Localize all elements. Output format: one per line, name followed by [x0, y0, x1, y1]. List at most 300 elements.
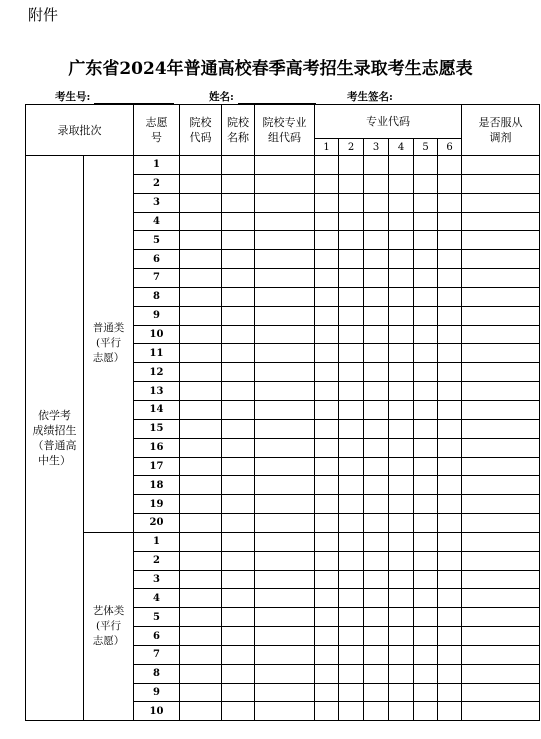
- adjust-cell[interactable]: [462, 551, 540, 570]
- major-code-cell[interactable]: [438, 532, 462, 551]
- group-code-cell[interactable]: [255, 193, 315, 212]
- major-code-cell[interactable]: [438, 419, 462, 438]
- major-code-cell[interactable]: [364, 495, 389, 514]
- school-code-cell[interactable]: [180, 231, 222, 250]
- major-code-cell[interactable]: [315, 212, 339, 231]
- major-code-cell[interactable]: [339, 438, 364, 457]
- major-code-cell[interactable]: [438, 495, 462, 514]
- major-code-cell[interactable]: [389, 269, 414, 288]
- school-code-cell[interactable]: [180, 608, 222, 627]
- major-code-cell[interactable]: [438, 438, 462, 457]
- school-name-cell[interactable]: [222, 400, 255, 419]
- adjust-cell[interactable]: [462, 608, 540, 627]
- adjust-cell[interactable]: [462, 570, 540, 589]
- major-code-cell[interactable]: [438, 193, 462, 212]
- adjust-cell[interactable]: [462, 400, 540, 419]
- major-code-cell[interactable]: [364, 400, 389, 419]
- school-code-cell[interactable]: [180, 514, 222, 533]
- school-name-cell[interactable]: [222, 156, 255, 175]
- group-code-cell[interactable]: [255, 438, 315, 457]
- major-code-cell[interactable]: [438, 645, 462, 664]
- school-code-cell[interactable]: [180, 551, 222, 570]
- group-code-cell[interactable]: [255, 627, 315, 646]
- major-code-cell[interactable]: [414, 212, 438, 231]
- major-code-cell[interactable]: [389, 457, 414, 476]
- school-name-cell[interactable]: [222, 589, 255, 608]
- major-code-cell[interactable]: [438, 664, 462, 683]
- major-code-cell[interactable]: [339, 193, 364, 212]
- major-code-cell[interactable]: [315, 514, 339, 533]
- major-code-cell[interactable]: [414, 457, 438, 476]
- major-code-cell[interactable]: [364, 174, 389, 193]
- school-code-cell[interactable]: [180, 306, 222, 325]
- adjust-cell[interactable]: [462, 344, 540, 363]
- major-code-cell[interactable]: [364, 250, 389, 269]
- major-code-cell[interactable]: [315, 156, 339, 175]
- group-code-cell[interactable]: [255, 250, 315, 269]
- major-code-cell[interactable]: [364, 664, 389, 683]
- major-code-cell[interactable]: [414, 363, 438, 382]
- major-code-cell[interactable]: [364, 589, 389, 608]
- adjust-cell[interactable]: [462, 363, 540, 382]
- school-code-cell[interactable]: [180, 250, 222, 269]
- group-code-cell[interactable]: [255, 570, 315, 589]
- school-name-cell[interactable]: [222, 438, 255, 457]
- school-name-cell[interactable]: [222, 306, 255, 325]
- major-code-cell[interactable]: [389, 514, 414, 533]
- major-code-cell[interactable]: [364, 193, 389, 212]
- major-code-cell[interactable]: [315, 269, 339, 288]
- major-code-cell[interactable]: [364, 212, 389, 231]
- adjust-cell[interactable]: [462, 250, 540, 269]
- major-code-cell[interactable]: [315, 306, 339, 325]
- major-code-cell[interactable]: [414, 156, 438, 175]
- major-code-cell[interactable]: [414, 438, 438, 457]
- school-name-cell[interactable]: [222, 683, 255, 702]
- major-code-cell[interactable]: [339, 400, 364, 419]
- major-code-cell[interactable]: [339, 495, 364, 514]
- group-code-cell[interactable]: [255, 514, 315, 533]
- major-code-cell[interactable]: [389, 382, 414, 401]
- major-code-cell[interactable]: [389, 608, 414, 627]
- major-code-cell[interactable]: [339, 363, 364, 382]
- major-code-cell[interactable]: [339, 645, 364, 664]
- school-code-cell[interactable]: [180, 664, 222, 683]
- major-code-cell[interactable]: [389, 476, 414, 495]
- school-name-cell[interactable]: [222, 702, 255, 721]
- school-name-cell[interactable]: [222, 231, 255, 250]
- school-name-cell[interactable]: [222, 287, 255, 306]
- adjust-cell[interactable]: [462, 495, 540, 514]
- group-code-cell[interactable]: [255, 532, 315, 551]
- major-code-cell[interactable]: [364, 702, 389, 721]
- school-code-cell[interactable]: [180, 287, 222, 306]
- adjust-cell[interactable]: [462, 438, 540, 457]
- school-name-cell[interactable]: [222, 645, 255, 664]
- major-code-cell[interactable]: [389, 551, 414, 570]
- school-name-cell[interactable]: [222, 627, 255, 646]
- adjust-cell[interactable]: [462, 269, 540, 288]
- major-code-cell[interactable]: [339, 608, 364, 627]
- major-code-cell[interactable]: [438, 287, 462, 306]
- adjust-cell[interactable]: [462, 382, 540, 401]
- group-code-cell[interactable]: [255, 476, 315, 495]
- major-code-cell[interactable]: [438, 608, 462, 627]
- major-code-cell[interactable]: [339, 231, 364, 250]
- school-code-cell[interactable]: [180, 174, 222, 193]
- school-code-cell[interactable]: [180, 419, 222, 438]
- group-code-cell[interactable]: [255, 174, 315, 193]
- major-code-cell[interactable]: [339, 457, 364, 476]
- school-name-cell[interactable]: [222, 363, 255, 382]
- major-code-cell[interactable]: [414, 306, 438, 325]
- major-code-cell[interactable]: [414, 419, 438, 438]
- major-code-cell[interactable]: [414, 645, 438, 664]
- school-name-cell[interactable]: [222, 174, 255, 193]
- major-code-cell[interactable]: [438, 400, 462, 419]
- major-code-cell[interactable]: [438, 174, 462, 193]
- school-code-cell[interactable]: [180, 532, 222, 551]
- school-name-cell[interactable]: [222, 514, 255, 533]
- major-code-cell[interactable]: [414, 589, 438, 608]
- school-code-cell[interactable]: [180, 438, 222, 457]
- major-code-cell[interactable]: [315, 400, 339, 419]
- adjust-cell[interactable]: [462, 683, 540, 702]
- school-code-cell[interactable]: [180, 457, 222, 476]
- group-code-cell[interactable]: [255, 231, 315, 250]
- school-code-cell[interactable]: [180, 344, 222, 363]
- adjust-cell[interactable]: [462, 664, 540, 683]
- group-code-cell[interactable]: [255, 683, 315, 702]
- major-code-cell[interactable]: [364, 570, 389, 589]
- major-code-cell[interactable]: [438, 212, 462, 231]
- major-code-cell[interactable]: [389, 156, 414, 175]
- name-input[interactable]: [238, 92, 316, 104]
- adjust-cell[interactable]: [462, 589, 540, 608]
- school-code-cell[interactable]: [180, 269, 222, 288]
- major-code-cell[interactable]: [315, 645, 339, 664]
- major-code-cell[interactable]: [438, 250, 462, 269]
- school-code-cell[interactable]: [180, 325, 222, 344]
- major-code-cell[interactable]: [389, 193, 414, 212]
- major-code-cell[interactable]: [389, 532, 414, 551]
- major-code-cell[interactable]: [315, 532, 339, 551]
- major-code-cell[interactable]: [438, 382, 462, 401]
- adjust-cell[interactable]: [462, 645, 540, 664]
- major-code-cell[interactable]: [315, 382, 339, 401]
- school-name-cell[interactable]: [222, 664, 255, 683]
- adjust-cell[interactable]: [462, 325, 540, 344]
- group-code-cell[interactable]: [255, 608, 315, 627]
- major-code-cell[interactable]: [364, 231, 389, 250]
- major-code-cell[interactable]: [315, 325, 339, 344]
- adjust-cell[interactable]: [462, 231, 540, 250]
- school-code-cell[interactable]: [180, 589, 222, 608]
- major-code-cell[interactable]: [438, 476, 462, 495]
- major-code-cell[interactable]: [339, 250, 364, 269]
- group-code-cell[interactable]: [255, 400, 315, 419]
- adjust-cell[interactable]: [462, 156, 540, 175]
- adjust-cell[interactable]: [462, 532, 540, 551]
- major-code-cell[interactable]: [438, 231, 462, 250]
- major-code-cell[interactable]: [389, 627, 414, 646]
- school-name-cell[interactable]: [222, 419, 255, 438]
- major-code-cell[interactable]: [438, 589, 462, 608]
- school-name-cell[interactable]: [222, 551, 255, 570]
- major-code-cell[interactable]: [315, 363, 339, 382]
- adjust-cell[interactable]: [462, 306, 540, 325]
- major-code-cell[interactable]: [414, 532, 438, 551]
- major-code-cell[interactable]: [364, 306, 389, 325]
- major-code-cell[interactable]: [315, 476, 339, 495]
- major-code-cell[interactable]: [438, 702, 462, 721]
- major-code-cell[interactable]: [438, 551, 462, 570]
- major-code-cell[interactable]: [315, 551, 339, 570]
- major-code-cell[interactable]: [414, 325, 438, 344]
- major-code-cell[interactable]: [339, 344, 364, 363]
- major-code-cell[interactable]: [364, 532, 389, 551]
- school-code-cell[interactable]: [180, 363, 222, 382]
- major-code-cell[interactable]: [364, 287, 389, 306]
- major-code-cell[interactable]: [339, 269, 364, 288]
- major-code-cell[interactable]: [414, 608, 438, 627]
- major-code-cell[interactable]: [315, 193, 339, 212]
- major-code-cell[interactable]: [414, 231, 438, 250]
- school-code-cell[interactable]: [180, 495, 222, 514]
- major-code-cell[interactable]: [339, 551, 364, 570]
- major-code-cell[interactable]: [414, 344, 438, 363]
- major-code-cell[interactable]: [364, 627, 389, 646]
- major-code-cell[interactable]: [364, 269, 389, 288]
- school-name-cell[interactable]: [222, 212, 255, 231]
- major-code-cell[interactable]: [414, 627, 438, 646]
- major-code-cell[interactable]: [315, 589, 339, 608]
- major-code-cell[interactable]: [389, 495, 414, 514]
- major-code-cell[interactable]: [315, 174, 339, 193]
- major-code-cell[interactable]: [315, 419, 339, 438]
- major-code-cell[interactable]: [414, 400, 438, 419]
- major-code-cell[interactable]: [339, 306, 364, 325]
- group-code-cell[interactable]: [255, 269, 315, 288]
- school-name-cell[interactable]: [222, 495, 255, 514]
- major-code-cell[interactable]: [339, 382, 364, 401]
- school-name-cell[interactable]: [222, 382, 255, 401]
- major-code-cell[interactable]: [364, 363, 389, 382]
- adjust-cell[interactable]: [462, 702, 540, 721]
- school-name-cell[interactable]: [222, 476, 255, 495]
- major-code-cell[interactable]: [315, 250, 339, 269]
- group-code-cell[interactable]: [255, 495, 315, 514]
- major-code-cell[interactable]: [315, 664, 339, 683]
- major-code-cell[interactable]: [389, 325, 414, 344]
- major-code-cell[interactable]: [315, 457, 339, 476]
- group-code-cell[interactable]: [255, 664, 315, 683]
- major-code-cell[interactable]: [438, 514, 462, 533]
- major-code-cell[interactable]: [389, 645, 414, 664]
- major-code-cell[interactable]: [364, 156, 389, 175]
- major-code-cell[interactable]: [364, 476, 389, 495]
- major-code-cell[interactable]: [389, 438, 414, 457]
- major-code-cell[interactable]: [414, 495, 438, 514]
- major-code-cell[interactable]: [414, 702, 438, 721]
- adjust-cell[interactable]: [462, 193, 540, 212]
- major-code-cell[interactable]: [414, 476, 438, 495]
- major-code-cell[interactable]: [389, 363, 414, 382]
- major-code-cell[interactable]: [315, 438, 339, 457]
- major-code-cell[interactable]: [339, 570, 364, 589]
- major-code-cell[interactable]: [389, 400, 414, 419]
- major-code-cell[interactable]: [438, 683, 462, 702]
- group-code-cell[interactable]: [255, 457, 315, 476]
- adjust-cell[interactable]: [462, 627, 540, 646]
- major-code-cell[interactable]: [364, 419, 389, 438]
- school-code-cell[interactable]: [180, 645, 222, 664]
- major-code-cell[interactable]: [315, 344, 339, 363]
- major-code-cell[interactable]: [438, 306, 462, 325]
- major-code-cell[interactable]: [315, 495, 339, 514]
- group-code-cell[interactable]: [255, 702, 315, 721]
- major-code-cell[interactable]: [339, 532, 364, 551]
- major-code-cell[interactable]: [364, 457, 389, 476]
- major-code-cell[interactable]: [389, 250, 414, 269]
- school-code-cell[interactable]: [180, 382, 222, 401]
- major-code-cell[interactable]: [414, 287, 438, 306]
- major-code-cell[interactable]: [389, 174, 414, 193]
- major-code-cell[interactable]: [438, 363, 462, 382]
- major-code-cell[interactable]: [315, 683, 339, 702]
- school-code-cell[interactable]: [180, 683, 222, 702]
- major-code-cell[interactable]: [315, 231, 339, 250]
- major-code-cell[interactable]: [339, 476, 364, 495]
- major-code-cell[interactable]: [438, 325, 462, 344]
- group-code-cell[interactable]: [255, 344, 315, 363]
- adjust-cell[interactable]: [462, 476, 540, 495]
- major-code-cell[interactable]: [438, 627, 462, 646]
- major-code-cell[interactable]: [414, 174, 438, 193]
- school-name-cell[interactable]: [222, 532, 255, 551]
- major-code-cell[interactable]: [438, 457, 462, 476]
- school-name-cell[interactable]: [222, 608, 255, 627]
- school-code-cell[interactable]: [180, 156, 222, 175]
- major-code-cell[interactable]: [389, 570, 414, 589]
- major-code-cell[interactable]: [339, 212, 364, 231]
- major-code-cell[interactable]: [389, 344, 414, 363]
- major-code-cell[interactable]: [389, 212, 414, 231]
- group-code-cell[interactable]: [255, 645, 315, 664]
- major-code-cell[interactable]: [315, 287, 339, 306]
- adjust-cell[interactable]: [462, 212, 540, 231]
- major-code-cell[interactable]: [364, 683, 389, 702]
- major-code-cell[interactable]: [414, 193, 438, 212]
- group-code-cell[interactable]: [255, 306, 315, 325]
- school-code-cell[interactable]: [180, 193, 222, 212]
- major-code-cell[interactable]: [389, 702, 414, 721]
- major-code-cell[interactable]: [339, 664, 364, 683]
- major-code-cell[interactable]: [414, 570, 438, 589]
- major-code-cell[interactable]: [414, 250, 438, 269]
- adjust-cell[interactable]: [462, 514, 540, 533]
- major-code-cell[interactable]: [438, 269, 462, 288]
- major-code-cell[interactable]: [339, 627, 364, 646]
- group-code-cell[interactable]: [255, 363, 315, 382]
- group-code-cell[interactable]: [255, 212, 315, 231]
- group-code-cell[interactable]: [255, 419, 315, 438]
- major-code-cell[interactable]: [339, 702, 364, 721]
- school-code-cell[interactable]: [180, 212, 222, 231]
- school-name-cell[interactable]: [222, 344, 255, 363]
- group-code-cell[interactable]: [255, 156, 315, 175]
- school-code-cell[interactable]: [180, 702, 222, 721]
- major-code-cell[interactable]: [364, 325, 389, 344]
- major-code-cell[interactable]: [339, 514, 364, 533]
- major-code-cell[interactable]: [414, 664, 438, 683]
- major-code-cell[interactable]: [315, 608, 339, 627]
- group-code-cell[interactable]: [255, 589, 315, 608]
- major-code-cell[interactable]: [389, 419, 414, 438]
- major-code-cell[interactable]: [364, 438, 389, 457]
- school-name-cell[interactable]: [222, 269, 255, 288]
- major-code-cell[interactable]: [389, 231, 414, 250]
- major-code-cell[interactable]: [414, 269, 438, 288]
- major-code-cell[interactable]: [389, 287, 414, 306]
- major-code-cell[interactable]: [364, 382, 389, 401]
- major-code-cell[interactable]: [339, 683, 364, 702]
- school-code-cell[interactable]: [180, 627, 222, 646]
- major-code-cell[interactable]: [364, 344, 389, 363]
- major-code-cell[interactable]: [364, 608, 389, 627]
- school-code-cell[interactable]: [180, 400, 222, 419]
- adjust-cell[interactable]: [462, 287, 540, 306]
- major-code-cell[interactable]: [339, 325, 364, 344]
- major-code-cell[interactable]: [438, 156, 462, 175]
- major-code-cell[interactable]: [414, 551, 438, 570]
- school-name-cell[interactable]: [222, 325, 255, 344]
- major-code-cell[interactable]: [414, 683, 438, 702]
- major-code-cell[interactable]: [315, 570, 339, 589]
- major-code-cell[interactable]: [364, 645, 389, 664]
- adjust-cell[interactable]: [462, 174, 540, 193]
- major-code-cell[interactable]: [438, 344, 462, 363]
- major-code-cell[interactable]: [339, 589, 364, 608]
- adjust-cell[interactable]: [462, 419, 540, 438]
- school-name-cell[interactable]: [222, 570, 255, 589]
- group-code-cell[interactable]: [255, 287, 315, 306]
- major-code-cell[interactable]: [414, 514, 438, 533]
- school-name-cell[interactable]: [222, 250, 255, 269]
- group-code-cell[interactable]: [255, 382, 315, 401]
- major-code-cell[interactable]: [339, 156, 364, 175]
- major-code-cell[interactable]: [389, 306, 414, 325]
- major-code-cell[interactable]: [438, 570, 462, 589]
- major-code-cell[interactable]: [315, 627, 339, 646]
- exam-number-input[interactable]: [94, 92, 174, 104]
- major-code-cell[interactable]: [315, 702, 339, 721]
- major-code-cell[interactable]: [339, 419, 364, 438]
- major-code-cell[interactable]: [389, 664, 414, 683]
- major-code-cell[interactable]: [389, 683, 414, 702]
- school-name-cell[interactable]: [222, 193, 255, 212]
- major-code-cell[interactable]: [414, 382, 438, 401]
- major-code-cell[interactable]: [339, 287, 364, 306]
- school-code-cell[interactable]: [180, 476, 222, 495]
- major-code-cell[interactable]: [364, 514, 389, 533]
- group-code-cell[interactable]: [255, 325, 315, 344]
- major-code-cell[interactable]: [339, 174, 364, 193]
- group-code-cell[interactable]: [255, 551, 315, 570]
- school-code-cell[interactable]: [180, 570, 222, 589]
- adjust-cell[interactable]: [462, 457, 540, 476]
- major-code-cell[interactable]: [389, 589, 414, 608]
